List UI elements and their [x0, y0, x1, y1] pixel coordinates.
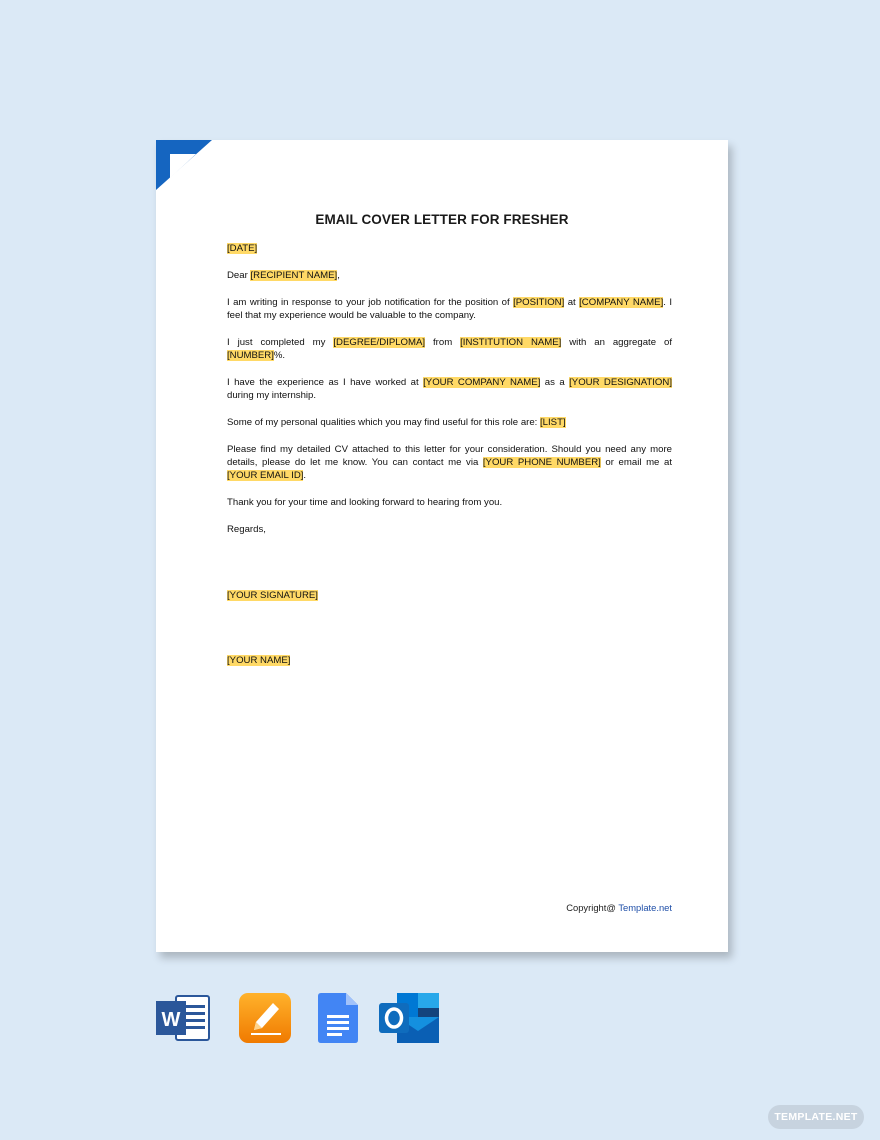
paragraph-thanks: Thank you for your time and looking forward to hearing from you. [227, 497, 503, 508]
email-placeholder: [YOUR EMAIL ID] [227, 470, 304, 481]
your-company-placeholder: [YOUR COMPANY NAME] [423, 377, 541, 388]
paragraph-qualities: Some of my personal qualities which you may find useful for this role are: [LIST] [227, 417, 566, 428]
word-icon[interactable] [156, 993, 210, 1043]
number-placeholder: [NUMBER] [227, 350, 274, 361]
name-placeholder: [YOUR NAME] [227, 655, 291, 666]
recipient-placeholder: [RECIPIENT NAME] [250, 270, 338, 281]
signature-placeholder: [YOUR SIGNATURE] [227, 590, 318, 601]
letter-body [227, 242, 672, 667]
template-net-badge[interactable]: TEMPLATE.NET [768, 1105, 864, 1129]
paragraph-education: I just completed my [DEGREE/DIPLOMA] from [INSTITUTION NAME] with an aggregate of [NUMBER]%. [227, 337, 672, 361]
corner-decoration [156, 140, 212, 190]
paragraph-contact: Please find my detailed CV attached to this letter for your consideration. Should you need any more details, please do let me know. You can contact me via [YOUR PHONE NUMBER] or email me at [YOUR EMAIL ID]. [227, 444, 672, 481]
date-line [227, 242, 672, 255]
document-page [156, 140, 728, 952]
document-title: EMAIL COVER LETTER FOR FRESHER [315, 212, 569, 227]
name-line [227, 654, 672, 667]
salutation: Dear [RECIPIENT NAME], [227, 270, 340, 281]
degree-placeholder: [DEGREE/DIPLOMA] [333, 337, 426, 348]
svg-text:W: W [161, 1009, 181, 1031]
outlook-icon[interactable] [379, 993, 439, 1043]
list-placeholder: [LIST] [540, 417, 566, 428]
phone-placeholder: [YOUR PHONE NUMBER] [482, 457, 601, 468]
company-placeholder: [COMPANY NAME] [579, 297, 664, 308]
date-placeholder: [DATE] [227, 243, 258, 254]
signature-line [227, 589, 672, 602]
paragraph-experience: I have the experience as I have worked at [YOUR COMPANY NAME] as a [YOUR DESIGNATION] during my internship. [227, 377, 672, 401]
copyright-link[interactable]: Template.net [618, 902, 672, 913]
pages-icon[interactable] [239, 993, 291, 1043]
closing: Regards, [227, 524, 266, 535]
google-docs-icon[interactable] [318, 993, 358, 1043]
paragraph-position: I am writing in response to your job notification for the position of [POSITION] at [COMPANY NAME]. I feel that my experience would be valuable to the company. [227, 297, 673, 321]
designation-placeholder: [YOUR DESIGNATION] [569, 377, 672, 388]
position-placeholder: [POSITION] [513, 297, 565, 308]
institution-placeholder: [INSTITUTION NAME] [460, 337, 562, 348]
copyright: Copyright@ Template.net [566, 902, 672, 913]
